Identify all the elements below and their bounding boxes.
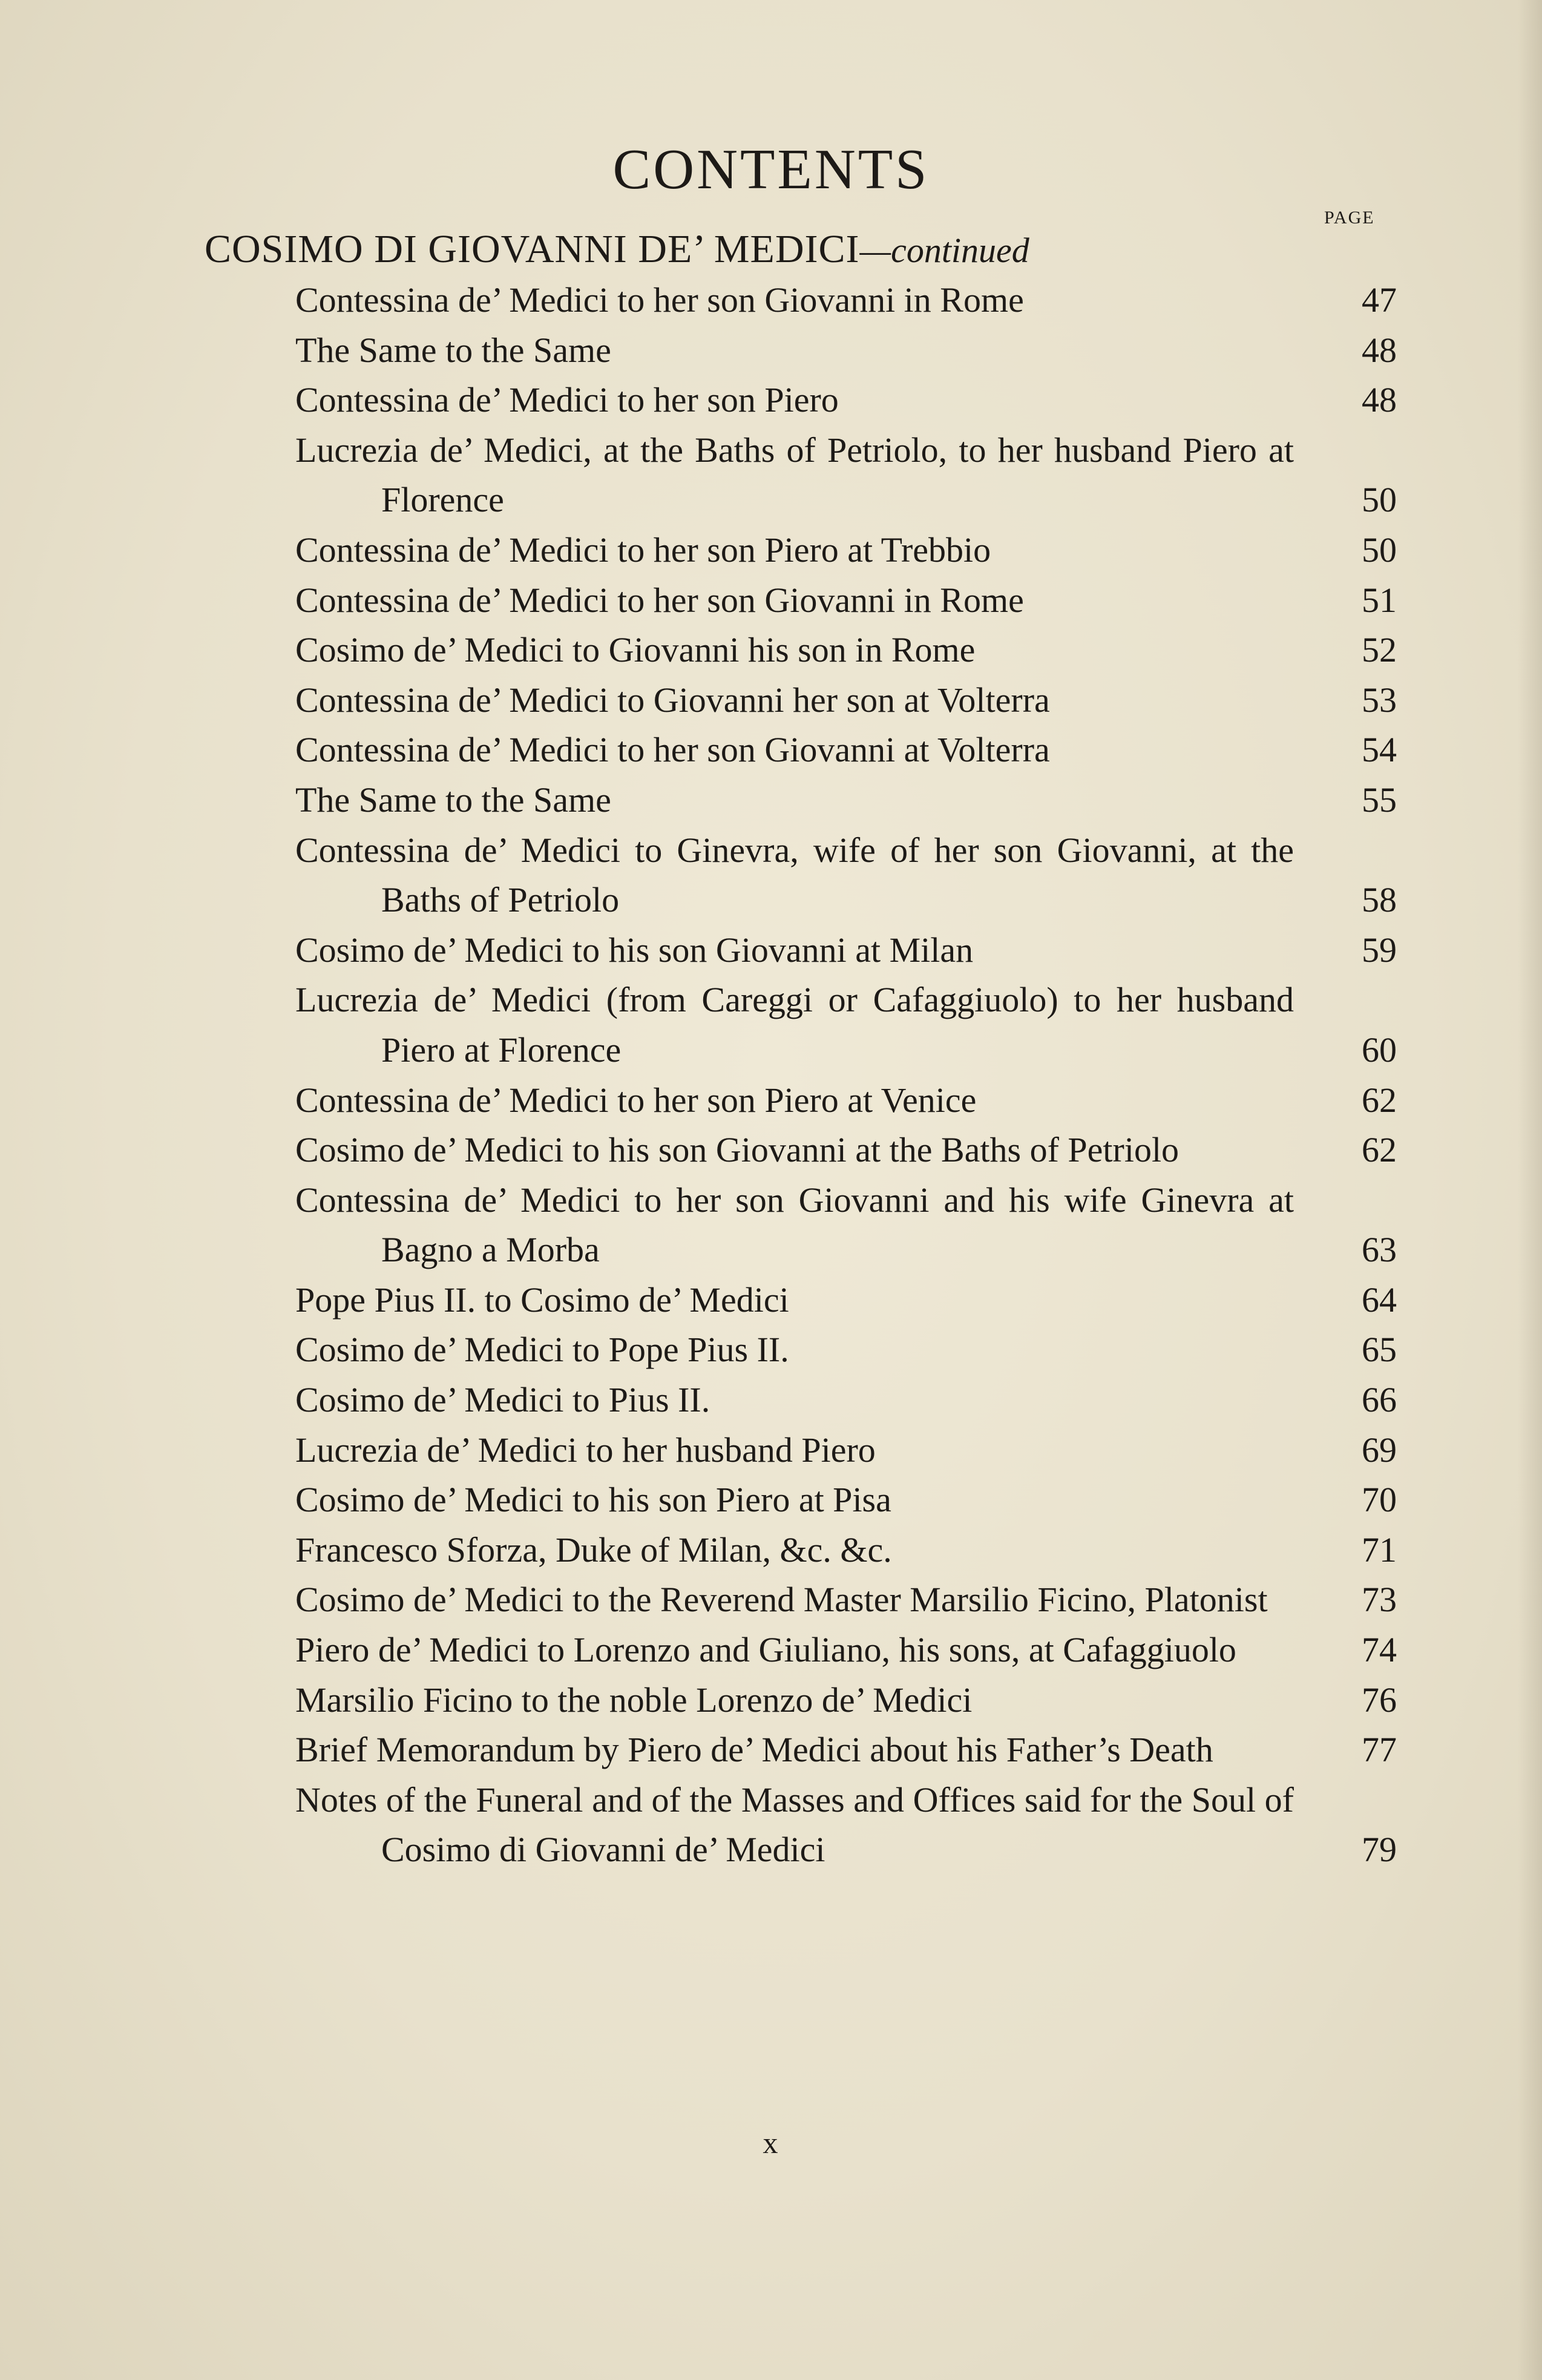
toc-entry xyxy=(295,1675,1397,1726)
toc-entry-title: Contessina de’ Medici to her son Giovanni in Rome xyxy=(295,580,1024,620)
toc-entry xyxy=(295,1525,1397,1576)
toc-entry xyxy=(295,775,1397,826)
toc-entry xyxy=(295,1375,1397,1425)
toc-entry-page-number: 79 xyxy=(1362,1830,1397,1870)
toc-entry xyxy=(295,576,1397,626)
toc-entry xyxy=(295,975,1397,1075)
toc-entry-title: Contessina de’ Medici to her son Giovanni at Volterra xyxy=(295,730,1050,770)
toc-entry-title: Contessina de’ Medici to her son Piero at Trebbio xyxy=(295,530,991,570)
toc-entry xyxy=(295,1775,1397,1875)
toc-entry-page-number: 73 xyxy=(1362,1580,1397,1620)
toc-entry xyxy=(295,1175,1397,1275)
toc-entry-title: Contessina de’ Medici to Giovanni her son at Volterra xyxy=(295,680,1050,720)
toc-entry-title: Lucrezia de’ Medici to her husband Piero xyxy=(295,1430,876,1470)
toc-entry xyxy=(295,326,1397,376)
toc-entry-title: The Same to the Same xyxy=(295,330,611,370)
toc-entry xyxy=(295,625,1397,676)
toc-entry xyxy=(295,375,1397,426)
toc-entry-page-number: 53 xyxy=(1362,680,1397,720)
toc-entry xyxy=(295,826,1397,925)
toc-entry xyxy=(295,525,1397,576)
toc-entry-page-number: 58 xyxy=(1362,880,1397,920)
toc-entry xyxy=(295,1425,1397,1476)
toc-entry-title: Piero de’ Medici to Lorenzo and Giuliano, his sons, at Cafaggiuolo xyxy=(295,1630,1236,1670)
section-heading-text: COSIMO DI GIOVANNI DE’ MEDICI xyxy=(205,227,860,271)
toc-entry xyxy=(295,1575,1397,1625)
page-column-label: PAGE xyxy=(1324,208,1375,228)
toc-entry-page-number: 62 xyxy=(1362,1080,1397,1120)
toc-entry-title: Cosimo de’ Medici to Pius II. xyxy=(295,1380,710,1420)
toc-entry-page-number: 74 xyxy=(1362,1630,1397,1670)
toc-entry-page-number: 51 xyxy=(1362,580,1397,620)
toc-entry-page-number: 62 xyxy=(1362,1130,1397,1170)
toc-entry-title: Lucrezia de’ Medici (from Careggi or Cafaggiuolo) to her husband Piero at Florence xyxy=(295,980,1294,1070)
toc-entry xyxy=(295,1625,1397,1675)
toc-entry xyxy=(295,925,1397,976)
toc-entry-page-number: 48 xyxy=(1362,330,1397,370)
toc-entry xyxy=(295,426,1397,525)
toc-entry xyxy=(295,725,1397,775)
toc-entry-title: Notes of the Funeral and of the Masses and Offices said for the Soul of Cosimo di Giovanni de’ Medici xyxy=(295,1780,1294,1870)
toc-entry-page-number: 64 xyxy=(1362,1280,1397,1320)
toc-entry-title: Marsilio Ficino to the noble Lorenzo de’ Medici xyxy=(295,1680,973,1720)
toc-entry-page-number: 48 xyxy=(1362,380,1397,420)
toc-entry-page-number: 50 xyxy=(1362,480,1397,520)
toc-entry-page-number: 69 xyxy=(1362,1430,1397,1470)
section-heading xyxy=(205,225,1029,275)
page-title: CONTENTS xyxy=(612,138,930,201)
toc-entry xyxy=(295,1275,1397,1326)
toc-entry-page-number: 55 xyxy=(1362,780,1397,820)
toc-entry-page-number: 70 xyxy=(1362,1480,1397,1520)
toc-entry-title: Cosimo de’ Medici to Pope Pius II. xyxy=(295,1330,789,1370)
toc-entry xyxy=(295,1475,1397,1525)
toc-entry-title: Contessina de’ Medici to Ginevra, wife of her son Giovanni, at the Baths of Petriolo xyxy=(295,830,1294,920)
table-of-contents xyxy=(295,275,1397,1875)
toc-entry xyxy=(295,1325,1397,1375)
toc-entry-title: Contessina de’ Medici to her son Giovanni and his wife Ginevra at Bagno a Morba xyxy=(295,1180,1294,1270)
toc-entry-page-number: 60 xyxy=(1362,1030,1397,1070)
toc-entry xyxy=(295,1725,1397,1775)
toc-entry-title: Contessina de’ Medici to her son Piero xyxy=(295,380,839,420)
toc-entry-page-number: 71 xyxy=(1362,1530,1397,1570)
toc-entry-title: Brief Memorandum by Piero de’ Medici about his Father’s Death xyxy=(295,1730,1213,1770)
toc-entry xyxy=(295,1076,1397,1126)
toc-entry-title: Pope Pius II. to Cosimo de’ Medici xyxy=(295,1280,789,1320)
toc-entry-page-number: 65 xyxy=(1362,1330,1397,1370)
page-edge-shadow xyxy=(1518,0,1542,2380)
section-continued-label: —continued xyxy=(859,231,1029,270)
toc-entry-title: Cosimo de’ Medici to his son Giovanni at the Baths of Petriolo xyxy=(295,1130,1179,1170)
toc-entry-page-number: 59 xyxy=(1362,930,1397,970)
toc-entry-page-number: 50 xyxy=(1362,530,1397,570)
toc-entry-title: Cosimo de’ Medici to his son Piero at Pisa xyxy=(295,1480,891,1520)
toc-entry-page-number: 47 xyxy=(1362,280,1397,320)
toc-entry-page-number: 77 xyxy=(1362,1730,1397,1770)
toc-entry-title: Cosimo de’ Medici to his son Giovanni at Milan xyxy=(295,930,974,970)
toc-entry-title: Cosimo de’ Medici to the Reverend Master Marsilio Ficino, Platonist xyxy=(295,1580,1268,1620)
page-folio-number: x xyxy=(763,2126,779,2160)
toc-entry xyxy=(295,275,1397,326)
toc-entry xyxy=(295,1125,1397,1175)
toc-entry-title: Cosimo de’ Medici to Giovanni his son in Rome xyxy=(295,630,976,670)
toc-entry-page-number: 76 xyxy=(1362,1680,1397,1720)
toc-entry-page-number: 63 xyxy=(1362,1230,1397,1270)
toc-entry-page-number: 54 xyxy=(1362,730,1397,770)
toc-entry-page-number: 66 xyxy=(1362,1380,1397,1420)
toc-entry-title: Lucrezia de’ Medici, at the Baths of Petriolo, to her husband Piero at Florence xyxy=(295,430,1294,520)
toc-entry-title: Contessina de’ Medici to her son Giovanni in Rome xyxy=(295,280,1024,320)
toc-entry-title: Contessina de’ Medici to her son Piero at Venice xyxy=(295,1080,977,1120)
toc-entry-title: Francesco Sforza, Duke of Milan, &c. &c. xyxy=(295,1530,892,1570)
toc-entry xyxy=(295,676,1397,726)
toc-entry-title: The Same to the Same xyxy=(295,780,611,820)
toc-entry-page-number: 52 xyxy=(1362,630,1397,670)
